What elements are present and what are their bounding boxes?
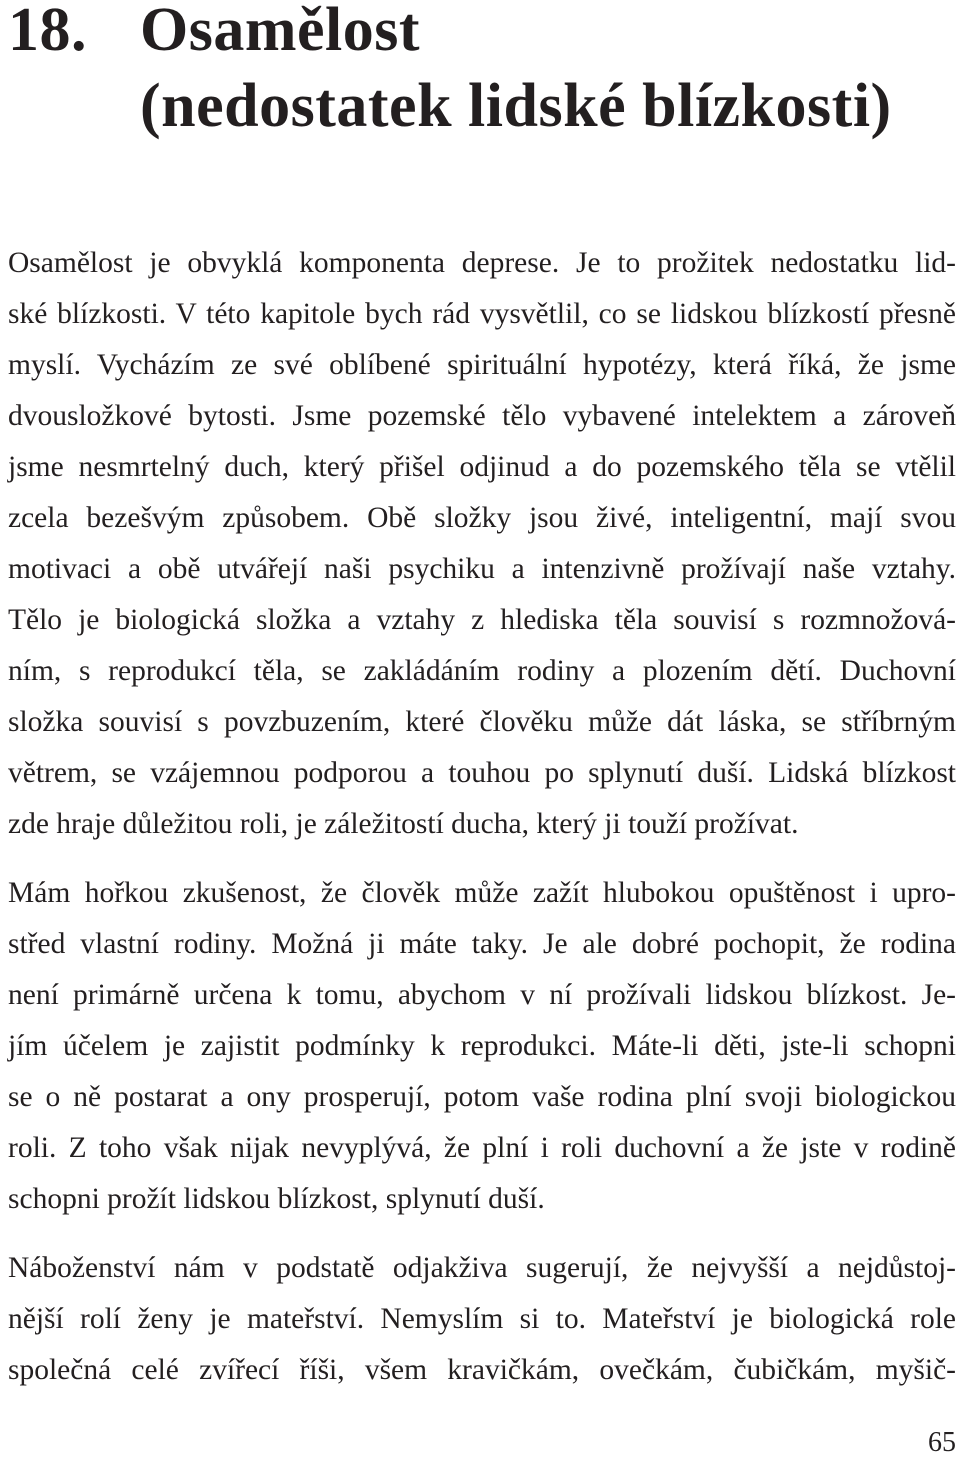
- text-line: myslí. Vycházím ze své oblíbené spirituální hypotézy, která říká, že jsme: [8, 349, 956, 381]
- text-line: schopni prožít lidskou blízkost, splynutí duší.: [8, 1183, 545, 1215]
- text-line: ské blízkosti. V této kapitole bych rád vysvětlil, co se lidskou blízkostí přesně: [8, 298, 956, 330]
- paragraph-3: [8, 1243, 956, 1396]
- chapter-title-line1: Osamělost: [140, 0, 421, 64]
- paragraph-gap: [8, 850, 956, 868]
- text-line: motivaci a obě utvářejí naši psychiku a intenzivně prožívají naše vztahy.: [8, 553, 956, 585]
- text-line: se o ně postarat a ony prosperují, potom vaše rodina plní svoji biologickou: [8, 1081, 956, 1113]
- text-line: jím účelem je zajistit podmínky k reprodukci. Máte-li děti, jste-li schopni: [8, 1030, 956, 1062]
- text-line: není primárně určena k tomu, abychom v ní prožívali lidskou blízkost. Je-: [8, 979, 956, 1011]
- chapter-heading-line1: [8, 0, 892, 68]
- text-line: zde hraje důležitou roli, je záležitostí ducha, který ji touží prožívat.: [8, 808, 799, 840]
- text-line: roli. Z toho však nijak nevyplývá, že plní i roli duchovní a že jste v rodině: [8, 1132, 956, 1164]
- text-line: společná celé zvířecí říši, všem kravičkám, ovečkám, čubičkám, myšič-: [8, 1354, 956, 1386]
- text-line: dvousložkové bytosti. Jsme pozemské tělo vybavené intelektem a zároveň: [8, 400, 956, 432]
- text-line: Mám hořkou zkušenost, že člověk může zažít hlubokou opuštěnost i upro-: [8, 877, 956, 909]
- text-line: Náboženství nám v podstatě odjakživa sugerují, že nejvyšší a nejdůstoj-: [8, 1252, 956, 1284]
- chapter-heading: [8, 0, 892, 144]
- text-line: jsme nesmrtelný duch, který přišel odjinud a do pozemského těla se vtělil: [8, 451, 956, 483]
- chapter-number: 18.: [8, 0, 87, 64]
- text-line: Tělo je biologická složka a vztahy z hlediska těla souvisí s rozmnožová-: [8, 604, 956, 636]
- text-line: větrem, se vzájemnou podporou a touhou po splynutí duší. Lidská blízkost: [8, 757, 956, 789]
- text-line: ním, s reprodukcí těla, se zakládáním rodiny a plozením dětí. Duchovní: [8, 655, 956, 687]
- text-line: nější rolí ženy je mateřství. Nemyslím si to. Mateřství je biologická role: [8, 1303, 956, 1335]
- body-text: [8, 238, 956, 1396]
- page-number: 65: [928, 1427, 956, 1458]
- text-line: zcela bezešvým způsobem. Obě složky jsou živé, inteligentní, mají svou: [8, 502, 956, 534]
- paragraph-1: [8, 238, 956, 850]
- text-line: složka souvisí s povzbuzením, které člověku může dát láska, se stříbrným: [8, 706, 956, 738]
- paragraph-gap: [8, 1225, 956, 1243]
- paragraph-2: [8, 868, 956, 1225]
- text-line: střed vlastní rodiny. Možná ji máte taky. Je ale dobré pochopit, že rodina: [8, 928, 956, 960]
- chapter-title-line2: (nedostatek lidské blízkosti): [140, 72, 892, 140]
- text-line: Osamělost je obvyklá komponenta deprese. Je to prožitek nedostatku lid-: [8, 247, 956, 279]
